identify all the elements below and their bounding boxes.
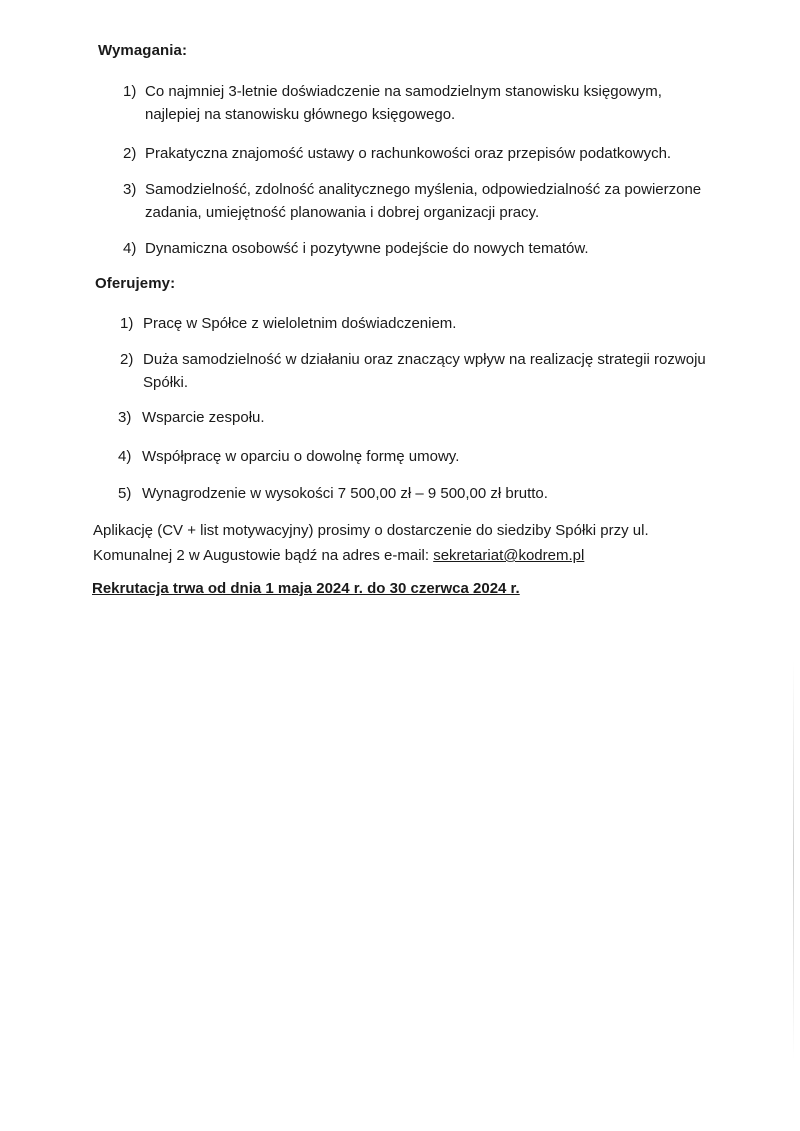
list-text-line: zadania, umiejętność planowania i dobrej organizacji pracy. (145, 204, 540, 221)
list-number: 5) (118, 485, 132, 502)
requirement-item-1 (123, 80, 723, 126)
list-text-line: Spółki. (143, 374, 189, 391)
application-line-2 (93, 543, 733, 568)
list-text-line: Wynagrodzenie w wysokości 7 500,00 zł – 9 500,00 zł brutto. (142, 485, 548, 502)
requirement-item-3 (123, 178, 723, 224)
list-text-line: Duża samodzielność w działaniu oraz znaczący wpływ na realizację strategii rozwoju (143, 351, 706, 368)
list-text-line: Pracę w Spółce z wieloletnim doświadczeniem. (143, 315, 457, 332)
list-number: 1) (123, 83, 137, 100)
offer-item-3 (118, 406, 718, 429)
list-text-line: Wsparcie zespołu. (142, 409, 265, 426)
offer-item-5 (118, 482, 718, 505)
list-text-line: Co najmniej 3-letnie doświadczenie na samodzielnym stanowisku księgowym, (145, 83, 662, 100)
list-number: 1) (120, 315, 134, 332)
list-number: 3) (123, 181, 137, 198)
list-text-line: Samodzielność, zdolność analitycznego myślenia, odpowiedzialność za powierzone (145, 181, 702, 198)
application-line-1: Aplikację (CV + list motywacyjny) prosimy o dostarczenie do siedziby Spółki przy ul. (93, 522, 649, 539)
offer-item-4 (118, 445, 718, 468)
recruitment-period: Rekrutacja trwa od dnia 1 maja 2024 r. do 30 czerwca 2024 r. (92, 580, 520, 597)
requirement-item-4 (123, 237, 723, 260)
list-number: 2) (123, 145, 137, 162)
list-text-line: Dynamiczna osobowść i pozytywne podejście do nowych tematów. (145, 240, 589, 257)
list-number: 4) (123, 240, 137, 257)
list-text-line: Współpracę w oparciu o dowolnę formę umowy. (142, 448, 460, 465)
offer-heading: Oferujemy: (95, 275, 176, 292)
requirement-item-2 (123, 142, 723, 165)
application-line-2-text: Komunalnej 2 w Augustowie bądź na adres e-mail: (93, 547, 434, 564)
scan-edge-line (793, 660, 794, 1060)
application-paragraph (93, 518, 733, 568)
list-number: 3) (118, 409, 132, 426)
list-number: 4) (118, 448, 132, 465)
offer-item-1 (120, 312, 720, 335)
list-text-line: Prakatyczna znajomość ustawy o rachunkowości oraz przepisów podatkowych. (145, 145, 672, 162)
list-number: 2) (120, 351, 134, 368)
requirements-heading: Wymagania: (98, 42, 188, 59)
list-text-line: najlepiej na stanowisku głównego księgowego. (145, 106, 456, 123)
email-link[interactable]: sekretariat@kodrem.pl (433, 547, 585, 564)
offer-item-2 (120, 348, 740, 394)
